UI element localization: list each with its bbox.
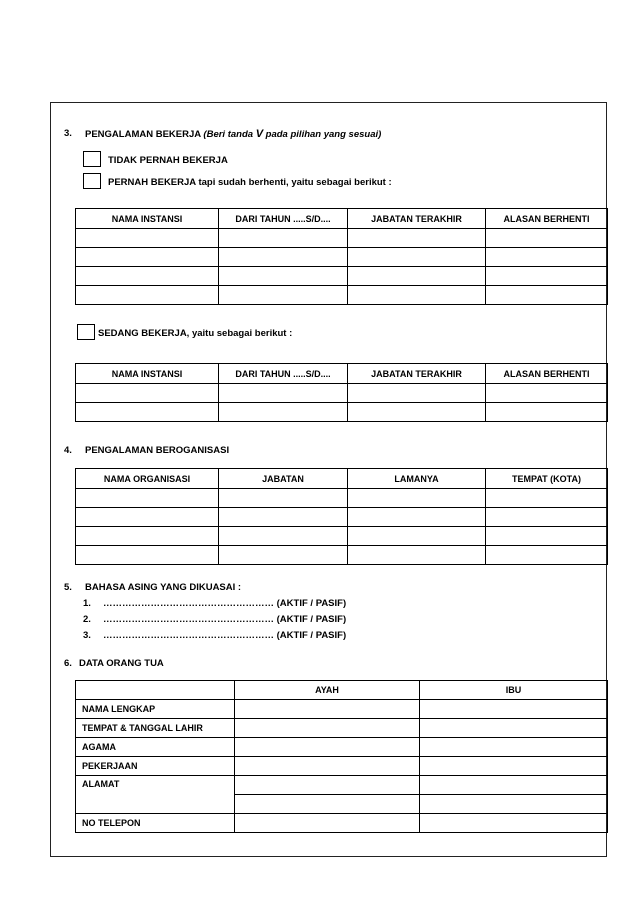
col-jabatan-terakhir: JABATAN TERAKHIR xyxy=(348,209,486,229)
language-item-number: 2. xyxy=(83,614,91,625)
table-cell[interactable] xyxy=(76,229,219,248)
table-cell[interactable] xyxy=(486,508,608,527)
section-5-number: 5. xyxy=(64,582,72,593)
table-cell[interactable] xyxy=(219,248,348,267)
table-cell[interactable] xyxy=(486,384,608,403)
table-row xyxy=(76,508,608,527)
table-cell[interactable] xyxy=(76,489,219,508)
table-cell[interactable] xyxy=(235,719,420,738)
organization-table xyxy=(75,468,608,565)
table-cell[interactable] xyxy=(76,286,219,305)
col-blank xyxy=(76,681,235,700)
option-currently-working-label: SEDANG BEKERJA, yaitu sebagai berikut : xyxy=(98,328,293,339)
table-cell[interactable] xyxy=(219,508,348,527)
col-alasan-berhenti: ALASAN BERHENTI xyxy=(486,209,608,229)
current-work-table xyxy=(75,363,608,422)
table-cell[interactable] xyxy=(486,286,608,305)
table-cell[interactable] xyxy=(486,267,608,286)
table-row xyxy=(76,527,608,546)
table-cell[interactable] xyxy=(76,546,219,565)
table-row xyxy=(76,286,608,305)
section-3-number: 3. xyxy=(64,128,72,139)
table-cell[interactable] xyxy=(486,527,608,546)
row-label-alamat: ALAMAT xyxy=(76,776,235,814)
table-row xyxy=(76,757,608,776)
row-label-tempat-tanggal-lahir: TEMPAT & TANGGAL LAHIR xyxy=(76,719,235,738)
table-cell[interactable] xyxy=(219,527,348,546)
table-cell[interactable] xyxy=(348,546,486,565)
table-cell[interactable] xyxy=(486,403,608,422)
col-tempat-kota: TEMPAT (KOTA) xyxy=(486,469,608,489)
section-3-hint-b: pada pilihan yang sesuai) xyxy=(263,129,382,140)
table-row xyxy=(76,489,608,508)
table-row xyxy=(76,267,608,286)
table-cell[interactable] xyxy=(420,776,608,795)
table-row xyxy=(76,814,608,833)
table-cell[interactable] xyxy=(486,248,608,267)
section-3-hint-a: (Beri tanda xyxy=(203,129,256,140)
table-cell[interactable] xyxy=(76,508,219,527)
section-3-hint-v: V xyxy=(255,128,264,140)
col-ayah: AYAH xyxy=(235,681,420,700)
table-cell[interactable] xyxy=(76,527,219,546)
col-dari-tahun: DARI TAHUN .....S/D.... xyxy=(219,209,348,229)
table-row xyxy=(76,384,608,403)
table-cell[interactable] xyxy=(348,403,486,422)
parents-table xyxy=(75,680,608,833)
table-cell[interactable] xyxy=(76,267,219,286)
section-4-number: 4. xyxy=(64,445,72,456)
table-cell[interactable] xyxy=(420,814,608,833)
table-row xyxy=(76,229,608,248)
table-cell[interactable] xyxy=(420,738,608,757)
col-nama-instansi: NAMA INSTANSI xyxy=(76,364,219,384)
section-4-title: PENGALAMAN BEROGANISASI xyxy=(85,445,230,456)
table-cell[interactable] xyxy=(486,489,608,508)
table-cell[interactable] xyxy=(235,814,420,833)
table-cell[interactable] xyxy=(235,700,420,719)
table-row xyxy=(76,403,608,422)
table-cell[interactable] xyxy=(219,286,348,305)
table-cell[interactable] xyxy=(348,267,486,286)
table-cell[interactable] xyxy=(348,508,486,527)
table-cell[interactable] xyxy=(348,229,486,248)
language-item-field[interactable]: ……………………………………………… (AKTIF / PASIF) xyxy=(103,598,347,609)
row-label-agama: AGAMA xyxy=(76,738,235,757)
work-history-table xyxy=(75,208,608,305)
table-cell[interactable] xyxy=(219,489,348,508)
table-cell[interactable] xyxy=(76,248,219,267)
table-cell[interactable] xyxy=(235,776,420,795)
table-cell[interactable] xyxy=(235,757,420,776)
table-cell[interactable] xyxy=(348,527,486,546)
table-cell[interactable] xyxy=(219,384,348,403)
table-cell[interactable] xyxy=(219,403,348,422)
table-row xyxy=(76,248,608,267)
checkbox-currently-working[interactable] xyxy=(77,324,95,340)
section-3-title-text: PENGALAMAN BEKERJA xyxy=(85,129,201,140)
col-jabatan-terakhir: JABATAN TERAKHIR xyxy=(348,364,486,384)
row-label-nama-lengkap: NAMA LENGKAP xyxy=(76,700,235,719)
section-3-title xyxy=(85,128,381,141)
table-row xyxy=(76,738,608,757)
option-former-worked-label: PERNAH BEKERJA tapi sudah berhenti, yaitu sebagai berikut : xyxy=(108,177,392,188)
table-cell[interactable] xyxy=(235,795,420,814)
checkbox-never-worked[interactable] xyxy=(83,151,101,167)
table-cell[interactable] xyxy=(420,719,608,738)
checkbox-former-worked[interactable] xyxy=(83,173,101,189)
language-item-field[interactable]: ……………………………………………… (AKTIF / PASIF) xyxy=(103,614,347,625)
option-never-worked-label: TIDAK PERNAH BEKERJA xyxy=(108,155,228,166)
table-cell[interactable] xyxy=(219,229,348,248)
table-cell[interactable] xyxy=(486,229,608,248)
col-dari-tahun: DARI TAHUN .....S/D.... xyxy=(219,364,348,384)
table-row xyxy=(76,546,608,565)
table-row xyxy=(76,776,608,795)
table-cell[interactable] xyxy=(219,546,348,565)
language-item-field[interactable]: ……………………………………………… (AKTIF / PASIF) xyxy=(103,630,347,641)
table-cell[interactable] xyxy=(486,546,608,565)
table-row xyxy=(76,719,608,738)
row-label-pekerjaan: PEKERJAAN xyxy=(76,757,235,776)
table-row xyxy=(76,700,608,719)
language-item-number: 3. xyxy=(83,630,91,641)
col-alasan-berhenti: ALASAN BERHENTI xyxy=(486,364,608,384)
col-nama-organisasi: NAMA ORGANISASI xyxy=(76,469,219,489)
table-cell[interactable] xyxy=(235,738,420,757)
col-jabatan: JABATAN xyxy=(219,469,348,489)
col-lamanya: LAMANYA xyxy=(348,469,486,489)
section-6-title: DATA ORANG TUA xyxy=(79,658,164,669)
table-cell[interactable] xyxy=(348,248,486,267)
table-cell[interactable] xyxy=(420,700,608,719)
table-cell[interactable] xyxy=(76,403,219,422)
table-cell[interactable] xyxy=(420,795,608,814)
table-cell[interactable] xyxy=(348,384,486,403)
section-6-number: 6. xyxy=(64,658,72,669)
section-5-title: BAHASA ASING YANG DIKUASAI : xyxy=(85,582,242,593)
table-cell[interactable] xyxy=(420,757,608,776)
col-ibu: IBU xyxy=(420,681,608,700)
table-cell[interactable] xyxy=(348,286,486,305)
table-cell[interactable] xyxy=(348,489,486,508)
table-cell[interactable] xyxy=(219,267,348,286)
row-label-no-telepon: NO TELEPON xyxy=(76,814,235,833)
table-cell[interactable] xyxy=(76,384,219,403)
col-nama-instansi: NAMA INSTANSI xyxy=(76,209,219,229)
language-item-number: 1. xyxy=(83,598,91,609)
